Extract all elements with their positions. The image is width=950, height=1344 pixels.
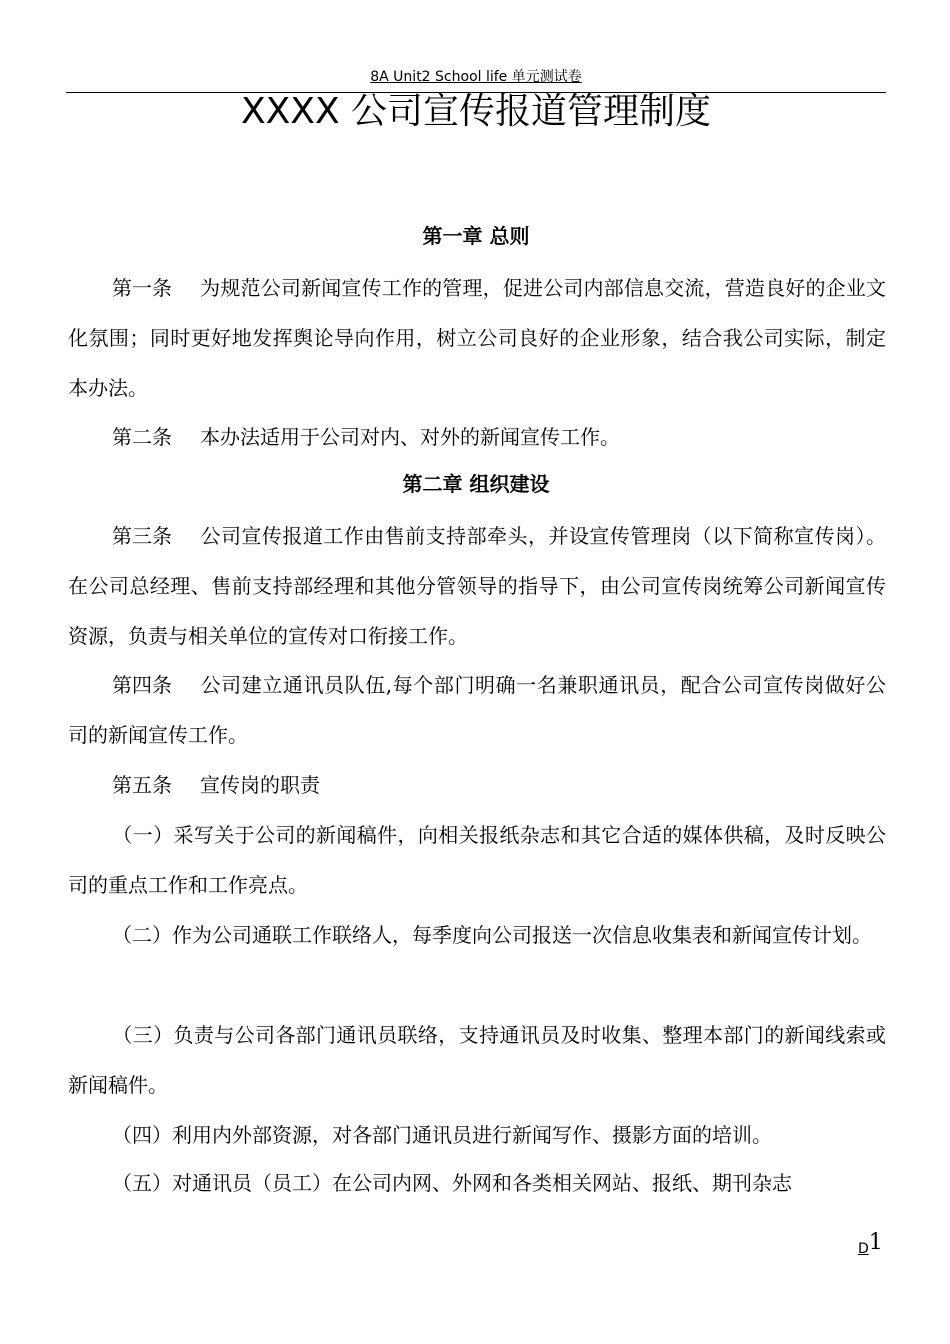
page-number-prefix: D (858, 1241, 869, 1257)
article-4-text: 公司建立通讯员队伍,每个部门明确一名兼职通讯员，配合公司宣传岗做好公司的新闻宣传工作。 (68, 673, 886, 747)
article-1-label: 第一条 (112, 276, 172, 300)
article-2 (68, 412, 886, 462)
duty-item-3-text: （三）负责与公司各部门通讯员联络，支持通讯员及时收集、整理本部门的新闻线索或新闻稿件。 (68, 1023, 886, 1097)
article-4-label: 第四条 (112, 673, 172, 697)
article-5-label: 第五条 (112, 773, 172, 797)
article-2-label: 第二条 (112, 425, 172, 449)
duty-item-5 (68, 1158, 886, 1208)
duty-item-2-text: （二）作为公司通联工作联络人，每季度向公司报送一次信息收集表和新闻宣传计划。 (112, 923, 872, 947)
duty-item-2 (68, 910, 886, 960)
article-3-label: 第三条 (112, 524, 172, 548)
duty-item-3 (68, 1010, 886, 1110)
page-number (858, 1230, 883, 1257)
chapter-2-heading: 第二章 组织建设 (402, 472, 550, 496)
article-3-text: 公司宣传报道工作由售前支持部牵头，并设宣传管理岗（以下简称宣传岗）。在公司总经理、售前支持部经理和其他分管领导的指导下，由公司宣传岗统筹公司新闻宣传资源，负责与相关单位的宣传对口衔接工作。 (68, 524, 886, 648)
duty-item-1 (68, 810, 886, 910)
article-2-text: 本办法适用于公司对内、对外的新闻宣传工作。 (200, 425, 620, 449)
duty-item-4-text: （四）利用内外部资源，对各部门通讯员进行新闻写作、摄影方面的培训。 (112, 1123, 772, 1147)
header-test-label: 单元测试卷 (507, 69, 582, 85)
page-header (66, 66, 886, 93)
article-1-text: 为规范公司新闻宣传工作的管理，促进公司内部信息交流，营造良好的企业文化氛围；同时更好地发挥舆论导向作用，树立公司良好的企业形象，结合我公司实际，制定本办法。 (68, 276, 886, 400)
duty-item-4 (68, 1110, 886, 1160)
article-5 (68, 760, 886, 810)
article-5-text: 宣传岗的职责 (200, 773, 320, 797)
header-course-title: 8A Unit2 School life (370, 69, 508, 85)
duty-item-5-text: （五）对通讯员（员工）在公司内网、外网和各类相关网站、报纸、期刊杂志 (112, 1171, 792, 1195)
article-3 (68, 511, 886, 661)
document-title: XXXX 公司宣传报道管理制度 (240, 91, 712, 132)
page-number-value: 1 (868, 1230, 883, 1255)
duty-item-1-text: （一）采写关于公司的新闻稿件，向相关报纸杂志和其它合适的媒体供稿，及时反映公司的重点工作和工作亮点。 (68, 823, 886, 897)
article-1 (68, 263, 886, 413)
article-4 (68, 660, 886, 760)
chapter-1-heading: 第一章 总则 (422, 224, 530, 248)
